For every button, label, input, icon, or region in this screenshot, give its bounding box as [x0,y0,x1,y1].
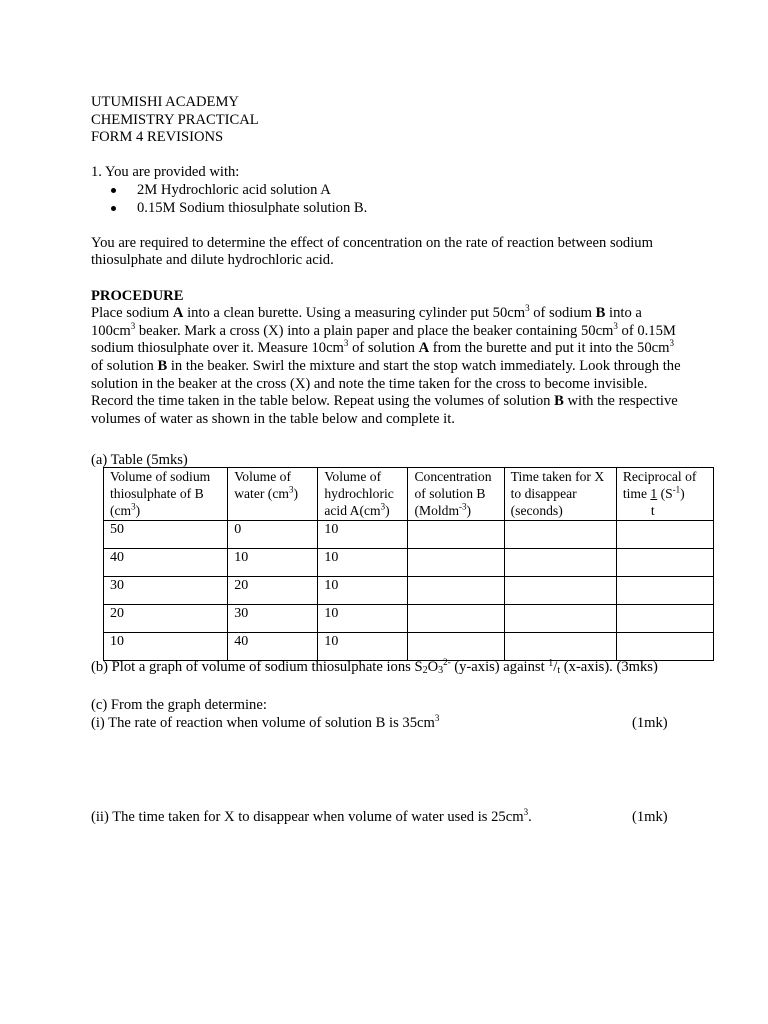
cell-reciprocal[interactable] [616,521,713,549]
questions-section [91,655,711,825]
cell-reciprocal[interactable] [616,577,713,605]
results-table [103,467,714,661]
school-name: UTUMISHI ACADEMY [91,94,239,110]
cell-volume-b: 40 [104,549,228,577]
cell-volume-water: 30 [228,605,318,633]
cell-time[interactable] [504,549,616,577]
part-c-i-question: (i) The rate of reaction when volume of solution B is $35cm^3$ (1mk) [91,712,668,731]
cell-concentration[interactable] [408,577,504,605]
cell-concentration[interactable] [408,605,504,633]
cell-volume-acid: 10 [318,549,408,577]
question-intro: 1. You are provided with: [91,164,240,181]
header-volume-water: Volume of water $(cm^3)$ [228,468,318,521]
cell-volume-acid: 10 [318,521,408,549]
subject-title: CHEMISTRY PRACTICAL [91,111,259,128]
cell-reciprocal[interactable] [616,605,713,633]
header-volume-acid: Volume of hydrochloric acid $A(cm^3)$ [318,468,408,521]
cell-volume-acid: 10 [318,633,408,661]
cell-reciprocal[interactable] [616,549,713,577]
provided-item: 2M Hydrochloric acid solution A [137,182,691,200]
header-volume-thiosulphate: Volume of sodium thiosulphate of B $(cm^3)$ [104,468,228,521]
cell-volume-water: 10 [228,549,318,577]
part-c-ii-question: (ii) The time taken for X to disappear when volume of water used is $25cm^3$. (1mk) [91,807,668,825]
header-reciprocal-time: Reciprocal of time 1 $(S^{-1})$ t [616,468,713,521]
provided-list [91,182,691,217]
part-c-ii-marks: (1mk) [632,809,668,825]
cell-volume-b: 50 [104,521,228,549]
part-c-i-marks: (1mk) [632,714,668,731]
cell-volume-water: 40 [228,633,318,661]
cell-volume-b: 30 [104,577,228,605]
form-title: FORM 4 REVISIONS [91,129,224,146]
cell-volume-water: 20 [228,577,318,605]
cell-volume-b: 20 [104,605,228,633]
table-header-row [104,468,714,521]
part-b-question: (b) Plot a graph of volume of sodium thiosulphate ions $S_2O_3^{2-}$ (y-axis) against $^1$/t (x-axis). (3mks) [91,657,658,676]
aim-paragraph: You are required to determine the effect of concentration on the rate of reaction between sodium thiosulphate and dilute hydrochloric acid. [91,234,653,269]
procedure-paragraph: Place sodium A into a clean burette. Using a measuring cylinder put $50cm^3$ of sodium B into a $100cm^3$ beaker. Mark a cross (X) into a plain paper and place the beaker containing $50cm^3$ of 0.15M sodium thiosulphate over it. Measure $10cm^3$ of solution A from the burette and put it into the $50cm^3$ of solution B in the beaker. Swirl the mixture and start the stop watch immediately. Look through the solution in the beaker at the cross (X) and note the time taken for the cross to become invisible. Record the time taken in the table below. Repeat using the volumes of solution B with the respective volumes of water as shown in the table below and complete it. [91,303,681,427]
cell-volume-b: 10 [104,633,228,661]
cell-volume-acid: 10 [318,605,408,633]
document-page [91,94,697,825]
part-a-label: (a) Table (5mks) [91,452,188,468]
cell-concentration[interactable] [408,549,504,577]
cell-volume-acid: 10 [318,577,408,605]
table-row [104,521,714,549]
header-concentration: Concentration of solution B (Moldm$^{-3}$) [408,468,504,521]
table-row [104,549,714,577]
table-row [104,577,714,605]
table-row [104,605,714,633]
header-time-taken: Time taken for X to disappear (seconds) [504,468,616,521]
cell-time[interactable] [504,577,616,605]
cell-volume-water: 0 [228,521,318,549]
cell-time[interactable] [504,605,616,633]
cell-concentration[interactable] [408,521,504,549]
procedure-heading: PROCEDURE [91,287,184,304]
cell-time[interactable] [504,521,616,549]
part-c-intro: (c) From the graph determine: [91,697,267,714]
provided-item: 0.15M Sodium thiosulphate solution B. [137,200,691,218]
